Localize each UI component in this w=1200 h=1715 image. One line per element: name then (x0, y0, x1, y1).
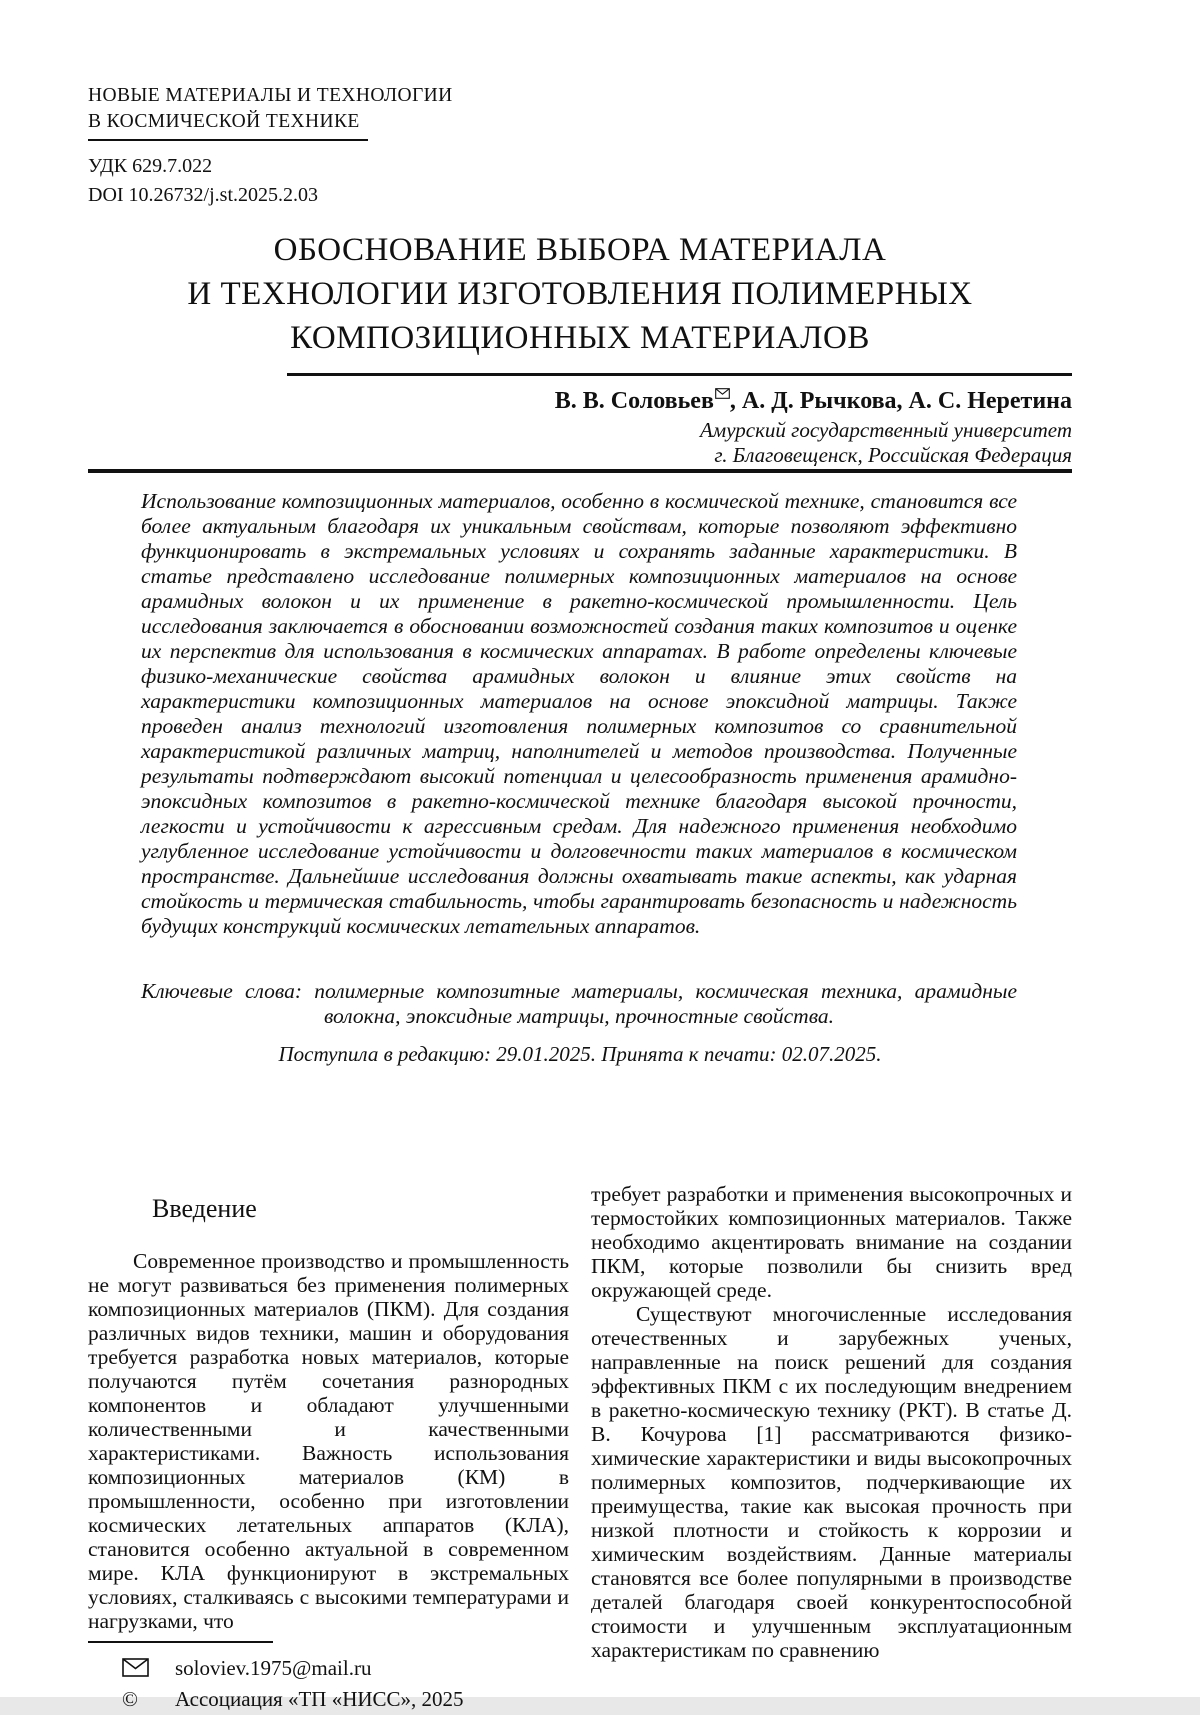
introduction-paragraph-continuation: требует разработки и применения высокопрочных и термостойких композиционных материалов. Также необходимо акцентировать внимание на создании ПКМ, которые позволили бы снизить вред окружающей среде. (591, 1181, 1072, 1302)
doi-number: DOI 10.26732/j.st.2025.2.03 (88, 184, 318, 206)
footnote-copyright-row (88, 1684, 569, 1715)
two-column-body (88, 1182, 1072, 1715)
footnote-email-row (88, 1653, 569, 1684)
udc-number: УДК 629.7.022 (88, 155, 213, 177)
corresponding-author-email: soloviev.1975@mail.ru (175, 1655, 372, 1680)
page-content (88, 0, 1072, 1715)
affiliation-university: Амурский государственный университет (699, 418, 1072, 442)
left-column (88, 1182, 569, 1715)
header-divider-rule (88, 469, 1072, 473)
keywords: Ключевые слова: полимерные композитные материалы, космическая техника, арамидные волокна, эпоксидные матрицы, прочностные свойства. (141, 978, 1017, 1028)
envelope-icon (715, 378, 730, 406)
footnote-block (88, 1641, 569, 1715)
received-accepted-dates: Поступила в редакцию: 29.01.2025. Принята к печати: 02.07.2025. (278, 1041, 882, 1066)
other-authors: , А. Д. Рычкова, А. С. Неретина (729, 388, 1072, 414)
section-heading-introduction: Введение (152, 1193, 257, 1223)
journal-rubric (88, 0, 1072, 141)
right-column (591, 1182, 1072, 1715)
affiliation (88, 418, 1072, 468)
article-title (88, 228, 1072, 360)
copyright-text: Ассоциация «ТП «НИСС», 2025 (175, 1686, 464, 1711)
title-divider-rule (287, 373, 1072, 376)
footnote-divider-rule (88, 1641, 273, 1643)
introduction-paragraph-2: Существуют многочисленные исследования отечественных и зарубежных ученых, направленные на поиск решений для создания эффективных ПКМ с их последующим внедрением в ракетно-космическую технику (РКТ). В статье Д. В. Кочурова [1] рассматриваются физико-химические характеристики и виды высокопрочных полимерных композитов, подчеркивающие их преимущества, такие как высокая прочность при низкой плотности и стойкость к коррозии и химическим воздействиям. Данные материалы становятся все более популярными в производстве деталей благодаря своей конкурентоспособной стоимости и улучшенным эксплуатационным характеристикам по сравнению (591, 1301, 1072, 1662)
article-title-line-1: ОБОСНОВАНИЕ ВЫБОРА МАТЕРИАЛА (273, 232, 887, 268)
rubric-line-1: НОВЫЕ МАТЕРИАЛЫ И ТЕХНОЛОГИИ (88, 85, 453, 106)
email-envelope-icon (122, 1656, 175, 1675)
corresponding-author: В. В. Соловьев (554, 388, 714, 414)
article-title-line-3: КОМПОЗИЦИОННЫХ МАТЕРИАЛОВ (290, 320, 870, 356)
abstract-text: Использование композиционных материалов, особенно в космической технике, становится все более актуальным благодаря их уникальным свойствам, которые позволяют эффективно функционировать в экстремальных условиях и сохранять заданные характеристики. В статье представлено исследование полимерных композиционных материалов на основе арамидных волокон и их применение в ракетно-космической промышленности. Цель исследования заключается в обосновании возможностей создания таких композитов и оценке их перспектив для использования в космических аппаратах. В работе определены ключевые физико-механические свойства арамидных волокон и влияние этих свойств на характеристики композиционных материалов на основе эпоксидной матрицы. Также проведен анализ технологий изготовления полимерных композитов со сравнительной характеристикой различных матриц, наполнителей и методов производства. Полученные результаты подтверждают высокий потенциал и целесообразность применения арамидно-эпоксидных композитов в ракетно-космической технике благодаря высокой прочности, легкости и устойчивости к агрессивным средам. Для надежного применения необходимо углубленное исследование устойчивости и долговечности таких материалов в космическом пространстве. Дальнейшие исследования должны охватывать такие аспекты, как ударная стойкость и термическая стабильность, чтобы гарантировать безопасность и надежность будущих конструкций космических летательных аппаратов. (141, 488, 1017, 938)
article-title-line-2: И ТЕХНОЛОГИИ ИЗГОТОВЛЕНИЯ ПОЛИМЕРНЫХ (187, 276, 973, 312)
copyright-icon: © (122, 1686, 138, 1711)
rubric-line-2: В КОСМИЧЕСКОЙ ТЕХНИКЕ (88, 109, 368, 141)
affiliation-city-country: г. Благовещенск, Российская Федерация (714, 443, 1072, 467)
introduction-paragraph-left: Современное производство и промышленность не могут развиваться без применения полимерных композиционных материалов (ПКМ). Для создания различных видов техники, машин и оборудования требуется разработка новых материалов, которые получаются путём сочетания разнородных компонентов и обладают улучшенными количественными и качественными характеристиками. Важность использования композиционных материалов (КМ) в промышленности, особенно при изготовлении космических летательных аппаратов (КЛА), становится особенно актуальной в современном мире. КЛА функционируют в экстремальных условиях, сталкиваясь с высокими температурами и нагрузками, что (88, 1248, 569, 1633)
authors-line (88, 387, 1072, 415)
